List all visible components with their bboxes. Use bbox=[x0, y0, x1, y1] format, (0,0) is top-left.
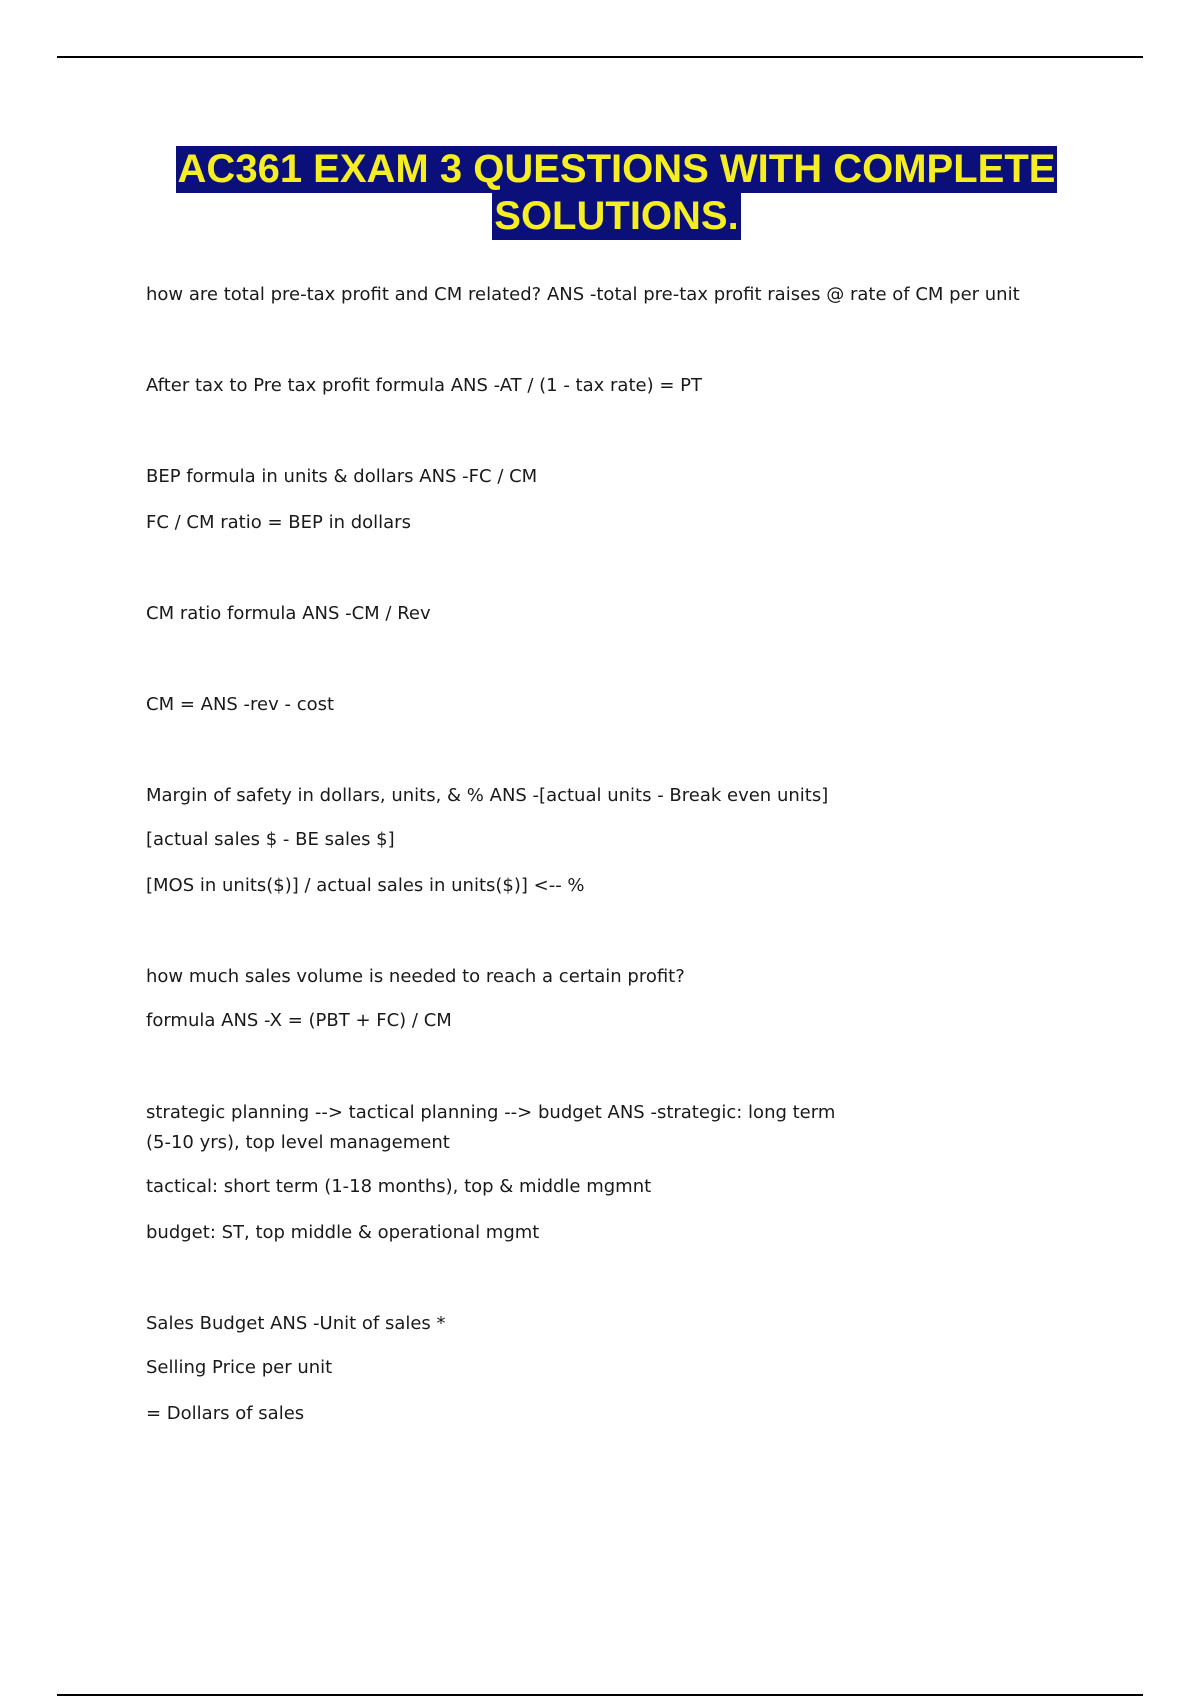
qa-line: Sales Budget ANS -Unit of sales * bbox=[146, 1313, 446, 1334]
document-title bbox=[60, 146, 1173, 240]
qa-line: CM ratio formula ANS -CM / Rev bbox=[146, 603, 431, 624]
top-rule bbox=[57, 56, 1143, 58]
qa-entry-bep bbox=[146, 462, 1046, 538]
qa-line: CM = ANS -rev - cost bbox=[146, 694, 335, 715]
qa-entry-cm-ratio bbox=[146, 599, 1046, 629]
qa-entry-sales-budget bbox=[146, 1309, 1046, 1429]
title-line-2: SOLUTIONS. bbox=[494, 194, 739, 238]
qa-line: [actual sales $ - BE sales $] bbox=[146, 829, 395, 850]
qa-entry-planning bbox=[146, 1098, 1046, 1248]
qa-entry-margin-of-safety bbox=[146, 781, 1046, 901]
qa-entry-after-tax bbox=[146, 371, 1046, 401]
qa-line: BEP formula in units & dollars ANS -FC / CM bbox=[146, 466, 538, 487]
qa-entry-pretax-cm bbox=[146, 280, 1046, 310]
title-line-1: AC361 EXAM 3 QUESTIONS WITH COMPLETE bbox=[177, 147, 1056, 191]
qa-line: = Dollars of sales bbox=[146, 1403, 305, 1424]
qa-line: [MOS in units($)] / actual sales in units($)] <-- % bbox=[146, 875, 585, 896]
qa-line: After tax to Pre tax profit formula ANS -AT / (1 - tax rate) = PT bbox=[146, 375, 702, 396]
qa-line: budget: ST, top middle & operational mgmt bbox=[146, 1222, 540, 1243]
qa-entry-sales-volume bbox=[146, 962, 1046, 1036]
qa-line: Selling Price per unit bbox=[146, 1357, 333, 1378]
qa-line: tactical: short term (1-18 months), top & middle mgmnt bbox=[146, 1176, 652, 1197]
bottom-rule bbox=[57, 1694, 1143, 1696]
qa-line: how much sales volume is needed to reach a certain profit? bbox=[146, 966, 685, 987]
qa-entry-cm bbox=[146, 690, 1046, 720]
qa-line: formula ANS -X = (PBT + FC) / CM bbox=[146, 1010, 452, 1031]
qa-line: FC / CM ratio = BEP in dollars bbox=[146, 512, 411, 533]
qa-line: strategic planning --> tactical planning --> budget ANS -strategic: long term (5-10 yrs), top level management bbox=[146, 1102, 836, 1153]
qa-line: how are total pre-tax profit and CM related? ANS -total pre-tax profit raises @ rate of CM per unit bbox=[146, 284, 1020, 305]
qa-line: Margin of safety in dollars, units, & % ANS -[actual units - Break even units] bbox=[146, 785, 829, 806]
